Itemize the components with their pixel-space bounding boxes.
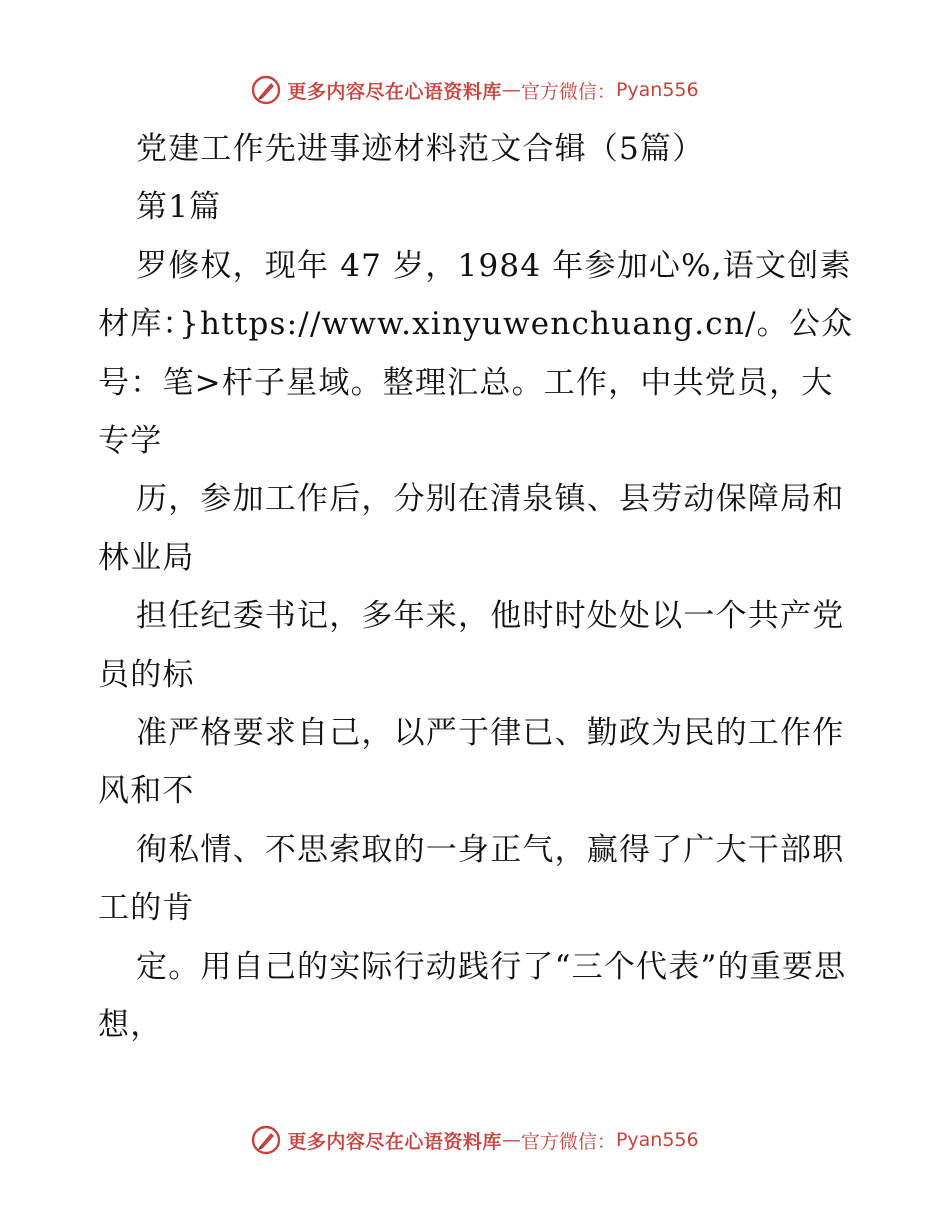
document-body xyxy=(98,120,858,1055)
paragraph: 担任纪委书记，多年来，他时时处处以一个共产党员的标 xyxy=(98,598,845,693)
footer-banner xyxy=(0,1120,950,1160)
header-banner-text: 更多内容尽在心语资料库 xyxy=(287,80,502,103)
footer-separator: — xyxy=(501,1129,521,1151)
paragraph: 罗修权，现年 47 岁，1984 年参加心%,语文创素材库：}https://www.xinyuwenchuang.cn/。公众号：笔>杆子星域。整理汇总。工作，中共党员，大专学 xyxy=(98,247,854,460)
footer-banner-text: 更多内容尽在心语资料库 xyxy=(287,1130,502,1153)
header-wechat-label: 官方微信： xyxy=(520,80,616,103)
footer-wechat-label: 官方微信： xyxy=(520,1130,616,1153)
paragraph: 准严格要求自己，以严于律已、勤政为民的工作作风和不 xyxy=(98,715,845,810)
paragraph: 定。用自己的实际行动践行了“三个代表”的重要思想， xyxy=(98,948,847,1044)
quill-pen-logo-icon xyxy=(251,75,281,105)
paragraph: 历，参加工作后，分别在清泉镇、县劳动保障局和林业局 xyxy=(98,481,845,576)
section-heading: 第1篇 xyxy=(136,189,222,226)
quill-pen-logo-icon xyxy=(251,1125,281,1155)
document-title: 党建工作先进事迹材料范文合辑（5篇） xyxy=(136,131,705,167)
paragraph: 徇私情、不思索取的一身正气，赢得了广大干部职工的肯 xyxy=(98,831,845,927)
header-separator: — xyxy=(501,79,521,101)
header-banner xyxy=(0,70,950,110)
header-wechat-id: Pyan556 xyxy=(615,79,699,101)
footer-wechat-id: Pyan556 xyxy=(615,1129,699,1151)
